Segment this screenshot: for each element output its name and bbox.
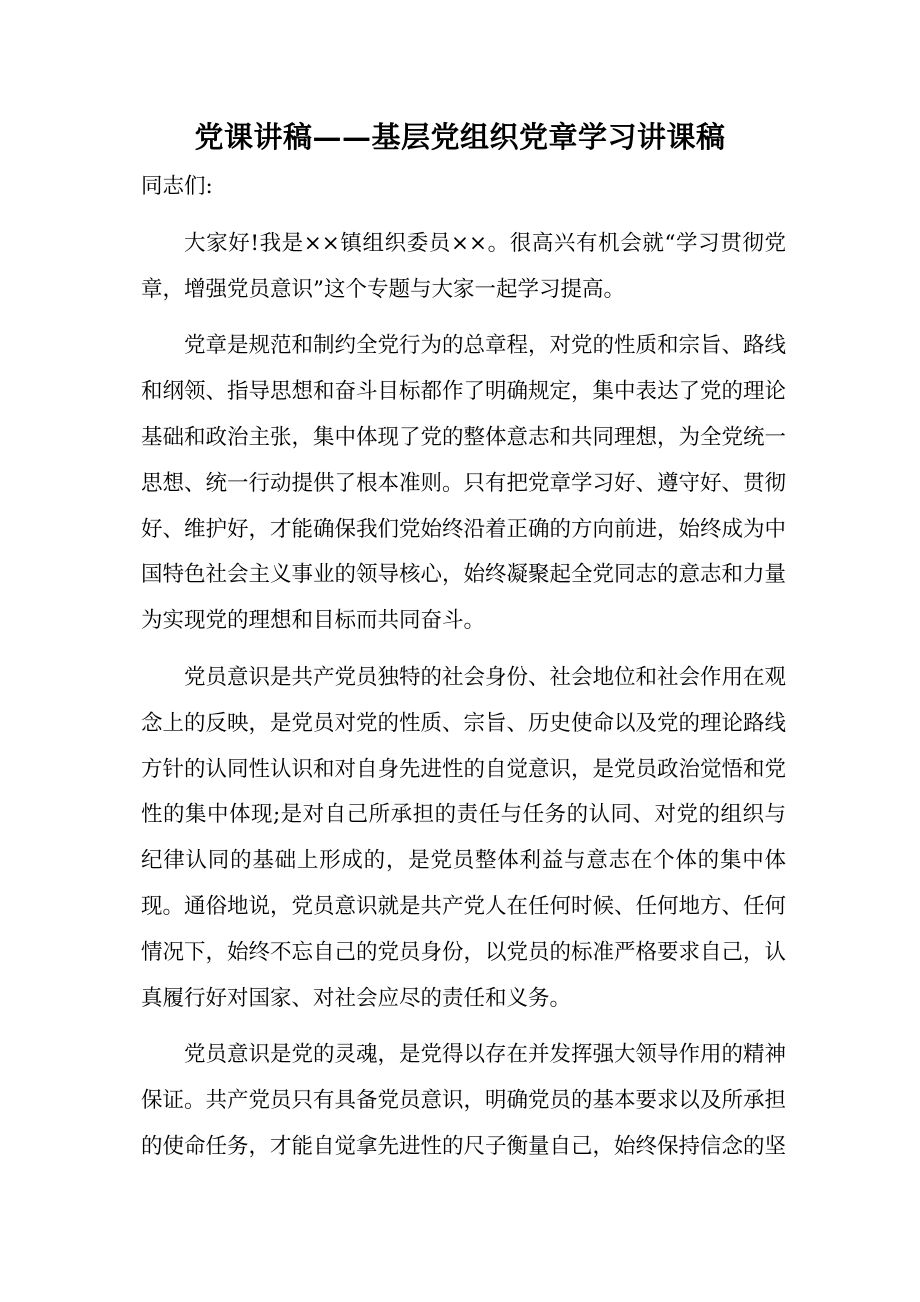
greeting-line: 同志们: [141, 174, 213, 199]
paragraph-intro: 大家好!我是××镇组织委员××。很高兴有机会就“学习贯彻党章，增强党员意识”这个专题与大家一起学习提高。 [141, 230, 786, 302]
paragraph-party-constitution: 党章是规范和制约全党行为的总章程，对党的性质和宗旨、路线和纲领、指导思想和奋斗目标都作了明确规定，集中表达了党的理论基础和政治主张，集中体现了党的整体意志和共同理想，为全党统一思想、统一行动提供了根本准则。只有把党章学习好、遵守好、贯彻好、维护好，才能确保我们党始终沿着正确的方向前进，始终成为中国特色社会主义事业的领导核心，始终凝聚起全党同志的意志和力量为实现党的理想和目标而共同奋斗。 [141, 333, 787, 634]
paragraph-member-awareness-definition: 党员意识是共产党员独特的社会身份、社会地位和社会作用在观念上的反映，是党员对党的性质、宗旨、历史使命以及党的理论路线方针的认同性认识和对自身先进性的自觉意识，是党员政治觉悟和党性的集中体现;是对自己所承担的责任与任务的认同、对党的组织与纪律认同的基础上形成的，是党员整体利益与意志在个体的集中体现。通俗地说，党员意识就是共产党人在任何时候、任何地方、任何情况下，始终不忘自己的党员身份，以党员的标准严格要求自己，认真履行好对国家、对社会应尽的责任和义务。 [141, 664, 787, 1011]
document-body [141, 164, 786, 1170]
paragraph-member-awareness-soul: 党员意识是党的灵魂，是党得以存在并发挥强大领导作用的精神保证。共产党员只有具备党员意识，明确党员的基本要求以及所承担的使命任务，才能自觉拿先进性的尺子衡量自己，始终保持信念的坚 [141, 1042, 787, 1159]
document-title: 党课讲稿——基层党组织党章学习讲课稿 [194, 120, 726, 154]
